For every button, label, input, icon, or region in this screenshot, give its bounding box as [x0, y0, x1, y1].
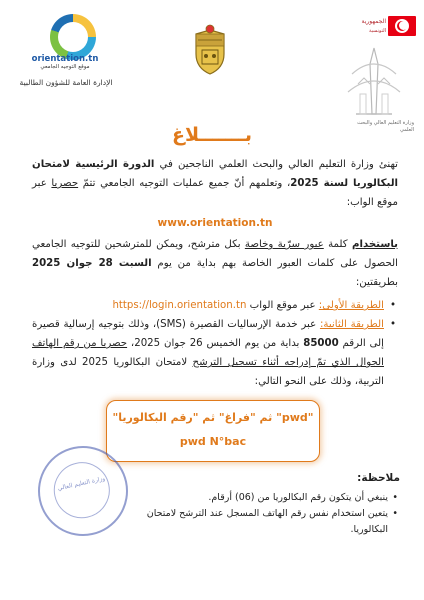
method-item-1 [32, 296, 384, 315]
logo-inner-circle [58, 22, 88, 52]
site-url-link[interactable]: www.orientation.tn [157, 217, 273, 229]
sms-format-box [106, 400, 320, 462]
national-emblem-icon [188, 24, 232, 76]
methods-list [32, 296, 398, 391]
page-title: بـــــــلاغ [172, 124, 252, 146]
intro-exclusive: حصريا [51, 178, 79, 189]
ministry-name: وزارة التعليم العالي والبحث العلمي [357, 120, 414, 133]
password-text-d: بكل مترشح، ويمكن للمترشحين للتوجيه الجامعي الحصول على كلمات العبور الخاصة بهم بداية من يوم [32, 239, 398, 269]
method2-label: الطريقة الثانية: [319, 319, 384, 330]
note-item: • يتعين استخدام نفس رقم الهاتف المسجل عند الترشح لامتحان البكالوريا. [110, 506, 388, 538]
intro-text-e: عبر موقع الواب: [32, 178, 398, 208]
tunisia-flag-icon [388, 16, 416, 36]
flag-crescent-cut [399, 21, 408, 30]
method2-text-a: عبر خدمة الإرساليات القصيرة (SMS)، وذلك بتوجيه إرسالية قصيرة إلى الرقم [32, 319, 384, 349]
republic-line1: الجمهورية [361, 18, 386, 25]
method1-label: الطريقة الأولى: [318, 300, 384, 311]
notes-heading: ملاحظة: [357, 472, 400, 484]
password-date: السبت 28 جوان 2025 [32, 258, 152, 269]
password-secret: عبور سرّية وخاصة [244, 239, 324, 250]
notes-list [110, 490, 400, 538]
method1-text: عبر موقع الواب [246, 300, 319, 311]
method-item-2 [32, 315, 384, 391]
ministry-logo-icon [338, 44, 410, 130]
intro-text-c: ، وتعلمهم أنّ جميع عمليات التوجيه الجامعي تتمّ [78, 178, 291, 189]
orientation-subtitle: موقع التوجيه الجامعي [40, 64, 90, 70]
notes-section [110, 490, 400, 538]
password-text-b: كلمة [323, 239, 352, 250]
orientation-department: الإدارة العامة للشؤون الطالبية [19, 78, 113, 87]
password-text-f: بطريقتين: [355, 277, 398, 288]
sms-number: 85000 [303, 338, 339, 349]
method2-text-b: بداية من يوم الخميس 26 جوان 2025، [127, 338, 304, 349]
orientation-name: orientation.tn [31, 54, 99, 64]
password-using: باستخدام [351, 239, 398, 250]
stamp-text: وزارة التعليم العالي [57, 475, 106, 493]
intro-text-a: تهنئ وزارة التعليم العالي والبحث العلمي الناجحين في [154, 159, 399, 170]
paragraph-password [32, 235, 398, 292]
note-item: • ينبغي أن يتكون رقم البكالوريا من (06) أرقام. [110, 490, 388, 506]
sms-format-arabic: "pwd" ثم "فراغ" ثم "رقم البكالوريا" [112, 411, 314, 424]
orientation-logo [10, 14, 113, 87]
method2-text-d: لامتحان البكالوريا 2025 لدى وزارة التربية، وذلك على النحو التالي: [32, 357, 384, 387]
paragraph-intro [32, 155, 398, 212]
method2-exclusive: حصريا من رقم الهاتف الجوال الذي تمّ إدراجه أثناء تسجيل الترشح [32, 338, 384, 368]
intro-session: الدورة الرئيسية لامتحان البكالوريا لسنة 2025 [32, 159, 399, 189]
republic-line2: التونسية [368, 28, 386, 34]
login-url-link[interactable]: https://login.orientation.tn [112, 300, 247, 311]
sms-format-example: pwd N°bac [179, 435, 247, 448]
announcement-body [32, 155, 398, 391]
